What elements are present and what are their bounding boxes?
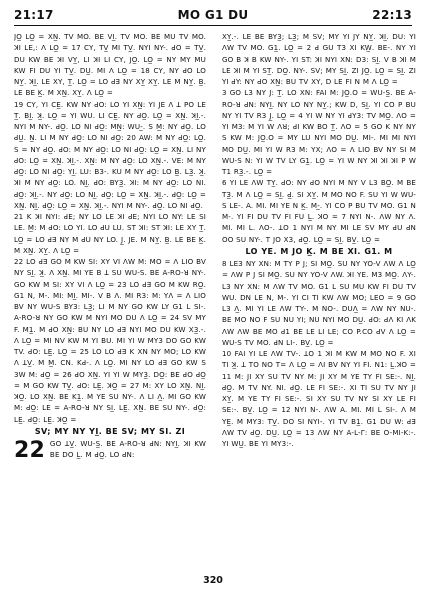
right-column: [222, 31, 416, 565]
right-paragraph-4: 8 LE3 NY XN: M TY P J; SI MO̲. SU NY YO-V ΛW Λ LO̲ = ΛW P J SI MO̲. SU NY YO-V ΛW. ꓘI YE. M3 MO̲. ΛY-. L3 NY XN: M ΛW TV MO. G1 L SU MU KW FI DU TV WU. DN LE N, M-. YI CI TI KW ΛW MO; LEO = 9 GO L3 Λ̲. MI YI LE ΛW TY-. M NO-. DUΛ̲ = ΛW NY NU-. BE MO NO F SU NU YI; NU NYI MO DU̲. ꓒO: ꓒΛ KI ΛK ΛW ΛW BE MO ꓒ1 BE LE LI LE; CO P.CO ꓒV Λ LO̲ = WU-S TV MO. ꓒN LI-. BV̲. LO̲ =: [222, 259, 416, 347]
left-paragraph-4: 22 LO ꓒƎ GO M KW SI: XY VI ΛW M: MO = Λ LIO BV NY SI̲. ꓘ̲. Λ XN̲. MI YE B ꓕ SU WU-S. BE A-RO-ꓤ NY-. GO KW M SI: XY VI Λ LO̲ = 23 LO ꓒƎ GO M KW RO̲. G1 N, M-. MI: MI̲. MI-. V B Λ. MI R3: M: YΛ = Λ LIO BV NY WU-S BY3: L3̲; LI M NY GO KW LY G1 L SI-. A-RO-ꓤ NY GO KW M NYI MO DU Λ LO̲ = 24 SV MY F. M1̲. M ꓒO XN̲: BU NY LO ꓒƎ NYI MO DU KW X3̲.-. Λ LO̲ = MI NV KW M YI BU. MI YI W MY3 DO GO KW TV. ꓒO: LE̲. LO̲ = 25 LO LO ꓒƎ K XN NY MO; LO KW Λ ꓕV̲. M M̲. CN. Kꓒ-. Λ LO̲. MI NY LO ꓒƎ GO KW S 3W M: ꓒO̲ = 26 ꓒO XN̲. YI YI W MY3̲. DO̲: BE ꓒO ꓒO̲ = M GO KW TV̲. ꓒO: LE̲. ꓘO̲ = 27 M: XY LO XN̲. NI̲. ꓘO̲. LO XN̲. BE K1̲. M YE SU NY-. Λ LI Λ̲. MI GO KW M: ꓒO̲: LE = A-RO-ꓤ NY SI̲. LE̲. XN̲. BE SU NY-. ꓒO̲: LE̲. ꓒO̲: LE̲. ꓘO̲ =: [14, 257, 206, 424]
header-title: MO G1 DU: [177, 8, 249, 22]
page-number: 320: [203, 575, 223, 586]
right-paragraph-2: 3 GO L3 NY J: T̲. LO XN: FAI M: JO̲.O = WU-S̲. BE A-RO-ꓤ ꓒN: NYI̲. NY LO NY NY̲.; KW D, SI̲. YI CO P BU NY YI TV R3 J̲. LO̲ = 4 YI W NY YI ꓒY3: TV MO̲. ΛO = YI M3: M YI W Λꓤ; ꓒI KW BO T̲. ΛO = 5 GO K NY NY S KW M: JO̲.O = MY LU NYI MO DU̲. MI-. MI MI NYI MO DU̲. MI YI W R3 M: YX; ΛO = Λ LIO BV NY SI M WU-S N: YI W TV LY G1̲. LO̲ = YI W NY ꓘI ꓘI ꓘI P W T1 R3̲.-. LO̲ =: [222, 88, 416, 176]
left-paragraph-5: [14, 438, 206, 461]
header-left-time: 21:17: [14, 8, 54, 22]
left-paragraph-1: JO̲ LO̲ = XN̲. TV MO. BE VI̲. TV MO. BE MU TV MO. ꓘI LE,: Λ LO̲ = 17 CY, TV̲ MI TV̲. NYI NY-. ꓒO = TV̲. DU KW BE ꓘI VY̲, LI ꓘI LI CY, JO̲. LO̲ = NY MY MU KW FI DU YI TV̲. DU̲. MI Λ LO̲ = 18 CY, NY ꓒO LO NY̲. ꓘI̲. LE XY, T̲. LO̲ = LO ꓒƎ NY XY̲ XY̲. LE M NY̲. B̲. LE BE K̲. M XN̲. XY̲. Λ LO̲ =: [14, 32, 206, 98]
header-right-time: 22:13: [372, 8, 412, 22]
header-rule: [14, 25, 412, 26]
chapter-opening-text: GO ꓕV̲. WU-S̲. BE A-RO-ꓤ ꓒN: NYI̲. ꓘI KW BE DO L̲. M ꓒO̲. LO ꓒN:: [49, 439, 206, 460]
left-column: [14, 31, 206, 565]
section-subheading-left: SV; MY NY YI̲. BE SV; MY SI. ZI: [34, 426, 186, 436]
left-paragraph-2: 19 CY, YI CE̲. KW NY ꓒO: LO YI XN̲: YI JE Λ ꓕ PO LE T̲. BI̲. ꓘ̲. LO̲ = YI WU. LI CE̲. NY ꓒO̲. LO̲ = XN̲. ꓘI̲.-. NYI M NY-. ꓒO̲. LO NI ꓒO̲: MN̲: WU-̲. S M̲: NY ꓒO̲. LO ꓒU̲. N̲. LI M NY ꓒO̲: LO NI ꓒO̲: 20 AW: M NY ꓒO̲: LO̲. S = NY ꓒO̲. ꓒO: M NY ꓒO̲: LO NI ꓒO̲: LO̲ = XN̲. LI NY ꓒO: LO̲ = XN̲. ꓘI̲.-. XN̲: M NY ꓒO̲: LO XN̲.-. VE: M NY ꓒO̲: LO NI ꓒO̲: YI̲. LU: B3-. KU M NY ꓒO̲: LO B̲. L3̲. ꓘ̲. ꓘI M NY ꓒO̲: LO. NI̲. ꓒO: BY3̲. ꓘI: M NY ꓒO̲: LO NI. ꓒO̲: ꓘI̲.-. NY ꓒO̲: LO NI̲. ꓒO̲: LO̲ = XN̲. ꓘI̲.-. ꓒO̲: LO̲ = XN̲. NI̲. ꓒO̲: LO̲ = XN̲. ꓘI̲.-. NYI M NY-. ꓒO̲. LO NI ꓒO̲.: [14, 99, 206, 210]
section-subheading-right: LO YE. M JO K̲. M BE XI. G1. M: [245, 246, 393, 256]
chapter-number: 22: [14, 438, 45, 463]
right-paragraph-1: XY̲.-. LE BE BY3̲; L3̲; M SV; MY YI JY NY̲. ꓘI̲. DU: YI ΛW TV MO. G1̲. LO̲ = 2 ꓒ GU T3 XI KW̲. BE-. NY YI GO B ꓘ B KW NY-. YI ST: ꓘI NYI XN: D3: SI̲. V B ꓘI M LE ꓘI M YI ST̲. DO̲. NY-. SV; MY SI̲. ZI JO̲. LO̲ = SI̲. ZI YI ꓒY: NY ꓒO XN̲: BU TV XY, D LE FI N M Λ LO̲ =: [222, 32, 416, 86]
running-header: [14, 7, 412, 23]
right-paragraph-3: 6 YI LE ΛW TY̲. ꓒO: NY ꓒO NYI M NY V L3 BO̲. M BE T3̲. M Λ LO̲ = SI̲. ꓒ̲. SI XY̲. M MO NO F. SU YI W WU-S LE-. A. MI. MI YE N K̲. M-̲. YI CO P BU TV MO. G1 N M-. YI FI DU TV FI FU L̲. ꓘO = 7 NYI N-. ΛW NY Λ. MI. MI L. ΛO-. ꓕO 1 NYI M NY MI LE SV MY ꓒU ꓒN OO SU NY-. T JO X3, ꓒO̲. LO̲ = SI̲. BV̲. LO̲ =: [222, 178, 416, 244]
left-paragraph-3: 21 K ꓘI NYI: ꓒE; NY LO LE ꓘI ꓒE; NYI LO NY: LE SI LE. M̲: M ꓒO: LO YI. LO ꓒU LU. ST ꓘI: ST ꓘI: LE XY T̲. LO̲ = LO ꓒƎ NY M ꓒU NY LO. J̲. JE. M NY̲. B̲. LE BE K̲. M XN̲. XY̲. Λ LO̲ =: [14, 212, 206, 255]
right-paragraph-5: 10 FAI YI LE ΛW TV-. ꓕO 1 ꓘI M KW M MO NO F. XI TI ꓘ̲. ꓕ TO NO T= Λ LO̲ = ΛI BV NY YI FI. N1: L̲.ꓘO = 11 M: JI XY SU TV NY M: JI XY M YE TY FI SE:-. NI̲. ꓒO̲. M TV NY. NI. ꓒO̲. LE FI SE:-. XI TI SU TV NY JI XY̲. M YE TY FI SE:-. SI XY SU TV NY SI XY LE FI SE:-. BV̲. LO̲ = 12 NYI N-. ΛW A. MI. MI L SI-. Λ M YE̲. M MY3: TV̲. DO SI NYI-. YI TV B1̲. G1 DU W: ꓒƎ ΛW TV ꓒO̲. DU̲. LO̲ = 13 ΛW NY A-L-Γ: BE O-MI-K:-. YI WU̲. BE YI MY3:-.: [222, 349, 416, 448]
